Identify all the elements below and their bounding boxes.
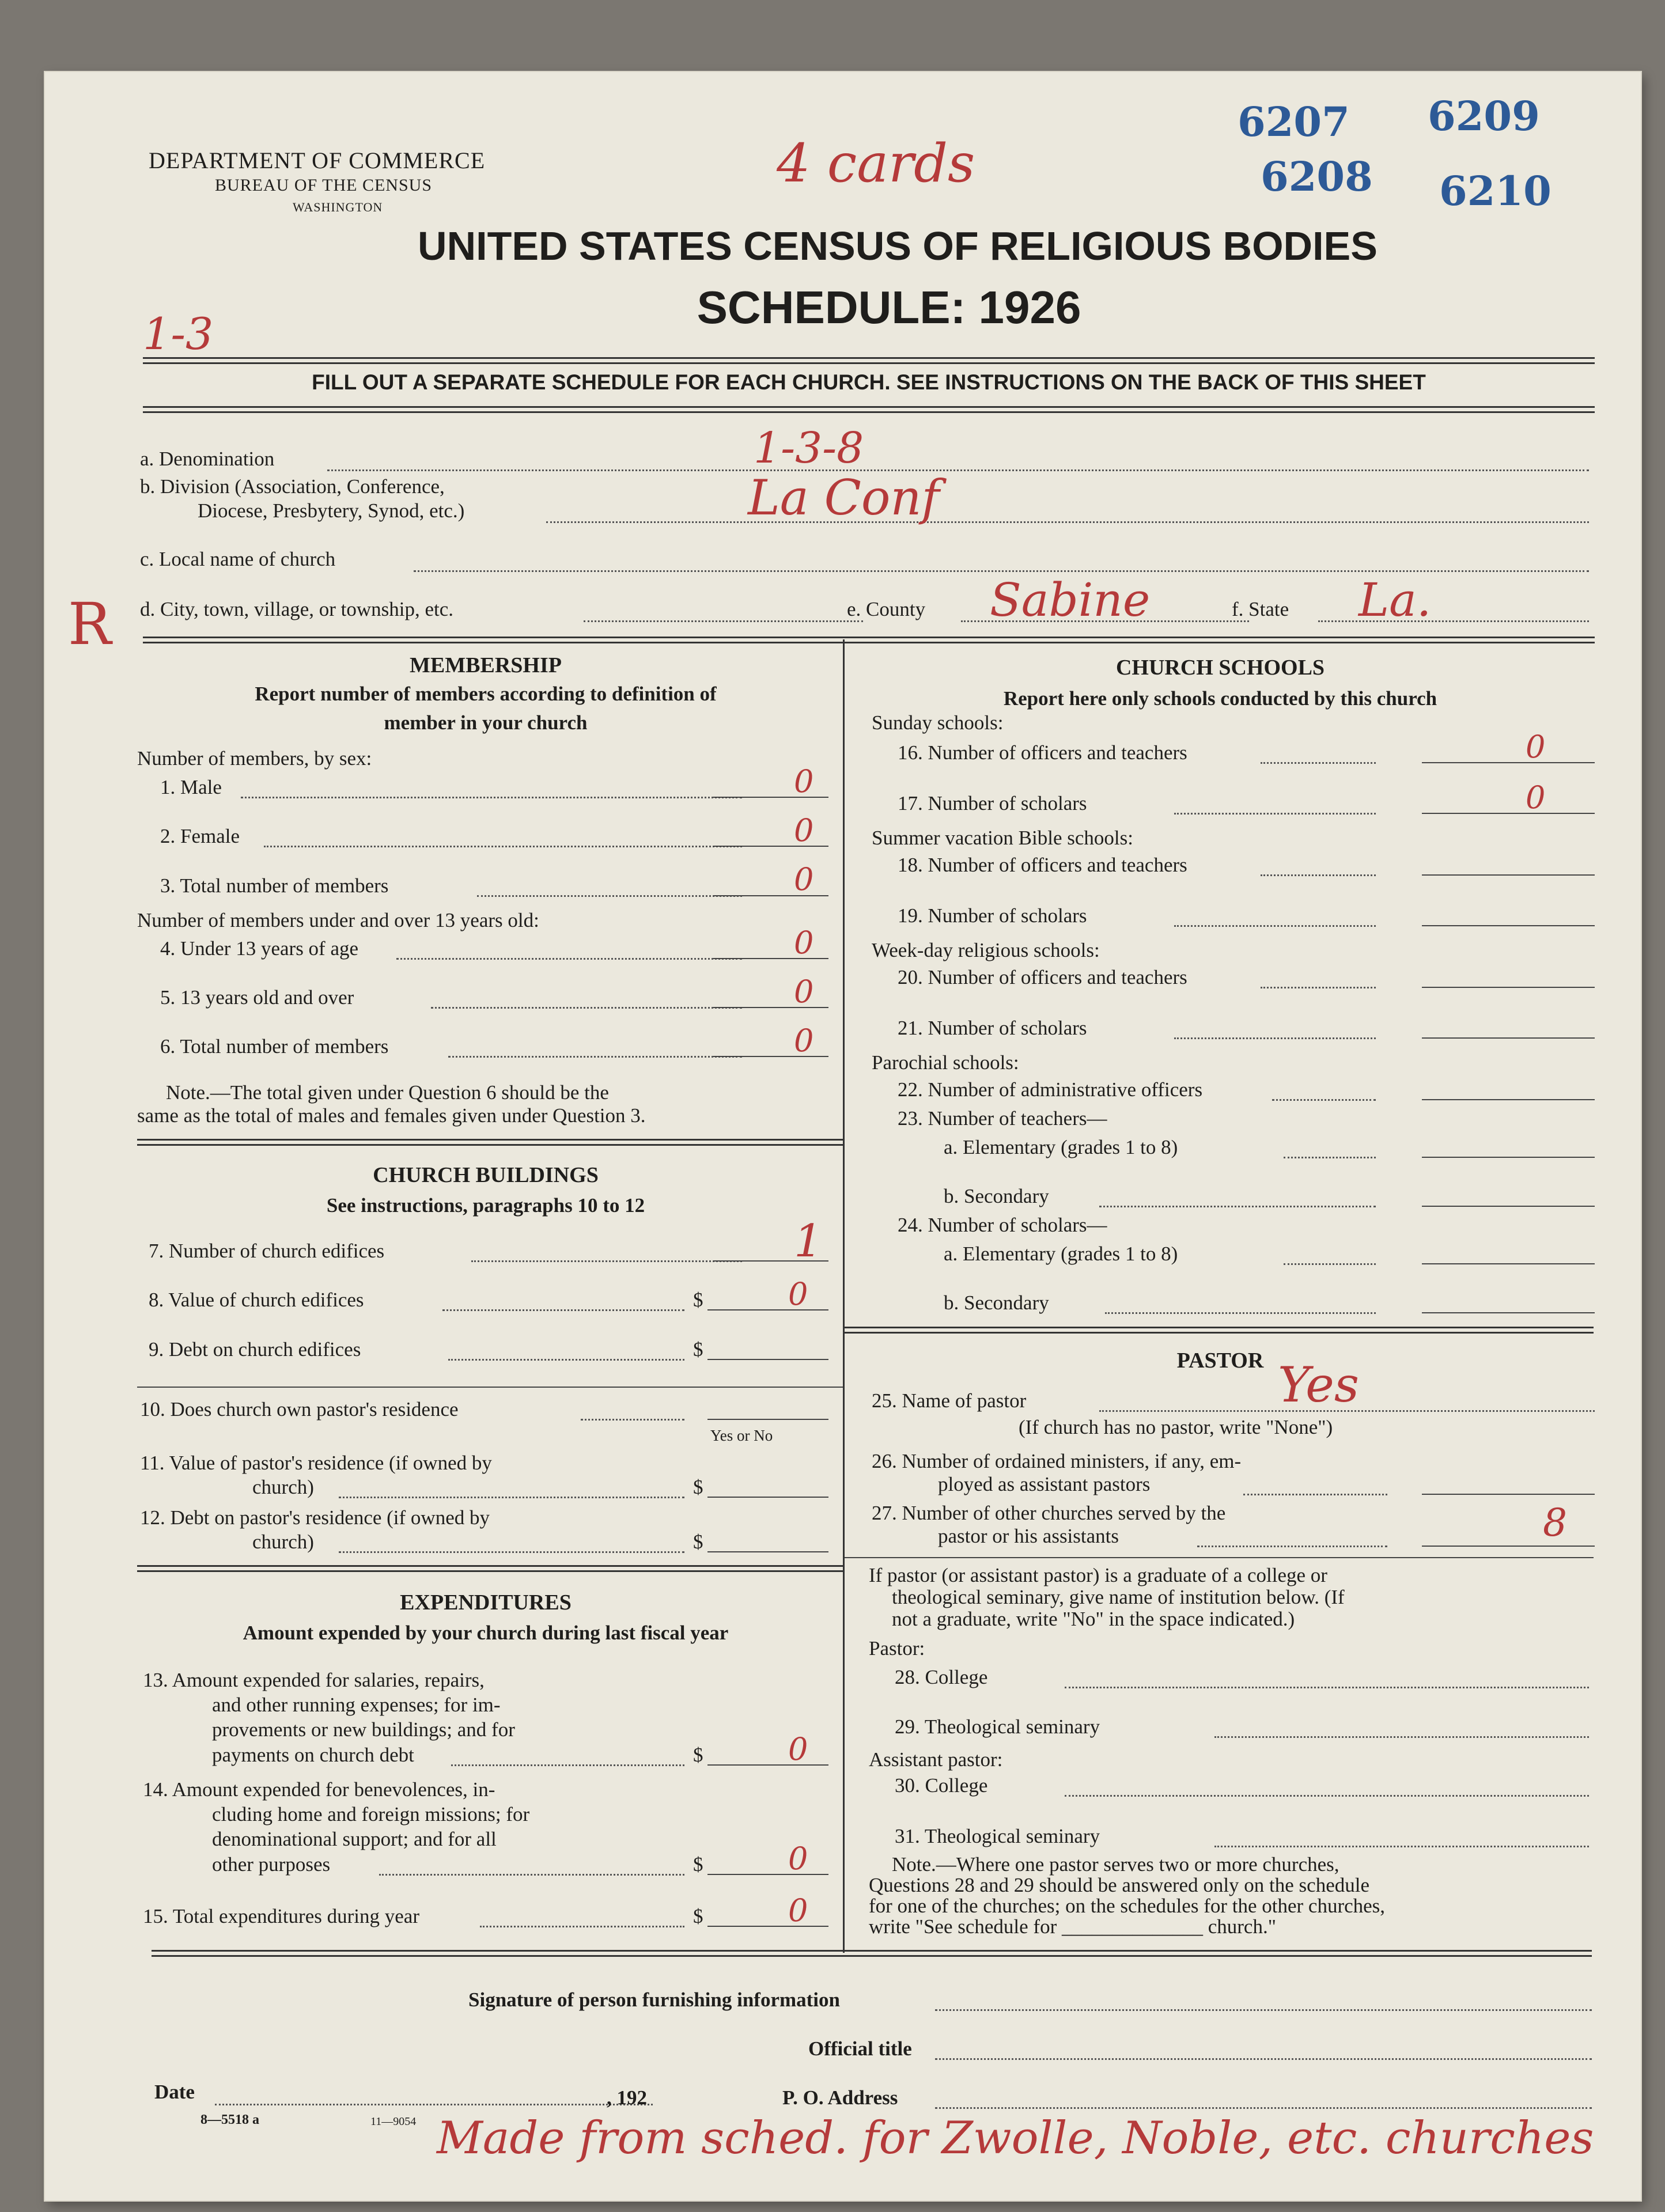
q14-label-3: denominational support; and for all: [212, 1828, 497, 1850]
dots: [241, 797, 742, 798]
q23a-label: a. Elementary (grades 1 to 8): [944, 1136, 1178, 1158]
weekday-label: Week-day religious schools:: [872, 939, 1100, 961]
stamp-6207: 6207: [1238, 98, 1350, 146]
q1-label: 1. Male: [160, 776, 222, 798]
membership-note-1: Note.—The total given under Question 6 should be the: [166, 1081, 609, 1104]
pastor-name-value: Yes: [1278, 1357, 1359, 1413]
dots: [448, 1359, 684, 1361]
denomination-line[interactable]: [327, 469, 1589, 471]
grad-note-1: If pastor (or assistant pastor) is a graduate of a college or: [869, 1564, 1327, 1586]
yes-no-hint: Yes or No: [710, 1427, 773, 1444]
dots: [1261, 762, 1376, 764]
q20-label: 20. Number of officers and teachers: [898, 966, 1187, 988]
q19-label: 19. Number of scholars: [898, 904, 1087, 927]
po-address-label: P. O. Address: [782, 2086, 898, 2109]
denomination-value: 1-3-8: [754, 423, 864, 473]
q28-label: 28. College: [895, 1666, 988, 1688]
code-note: 1-3: [143, 308, 214, 359]
rule: [845, 1327, 1594, 1334]
county-value: Sabine: [990, 573, 1151, 627]
pastor-note-4: write "See schedule for ______________ church.": [869, 1915, 1277, 1938]
q17-label: 17. Number of scholars: [898, 792, 1087, 815]
q24a-label: a. Elementary (grades 1 to 8): [944, 1243, 1178, 1265]
rule: [143, 357, 1595, 364]
q27-answer-line[interactable]: [1422, 1546, 1595, 1547]
division-line[interactable]: [546, 521, 1589, 523]
q29-answer-line[interactable]: [1214, 1736, 1589, 1738]
q25-note: (If church has no pastor, write "None"): [1019, 1416, 1333, 1438]
official-title-line[interactable]: [935, 2058, 1592, 2060]
q28-answer-line[interactable]: [1065, 1687, 1589, 1688]
dots: [448, 1056, 742, 1058]
stamp-6208: 6208: [1261, 153, 1373, 200]
city-label: d. City, town, village, or township, etc.: [140, 598, 454, 620]
division-label-1: b. Division (Association, Conference,: [140, 475, 445, 498]
q8-value: 0: [788, 1276, 808, 1312]
census-schedule-sheet: [45, 72, 1641, 2200]
q5-value: 0: [794, 974, 814, 1010]
q23a-answer-line[interactable]: [1422, 1157, 1595, 1158]
q12-label-1: 12. Debt on pastor's residence (if owned by: [140, 1506, 490, 1529]
dots: [1197, 1546, 1387, 1547]
dots: [471, 1260, 742, 1262]
q20-answer-line[interactable]: [1422, 987, 1595, 988]
dots: [442, 1309, 684, 1311]
dots: [1261, 987, 1376, 988]
dots: [339, 1497, 684, 1498]
dots: [477, 895, 742, 897]
denomination-label: a. Denomination: [140, 448, 275, 470]
q6-value: 0: [794, 1022, 814, 1059]
membership-sub-2: member in your church: [384, 711, 588, 734]
form-number-2: 11—9054: [370, 2115, 417, 2128]
local-name-label: c. Local name of church: [140, 548, 336, 570]
q11-label-1: 11. Value of pastor's residence (if owned by: [140, 1452, 492, 1474]
q14-label-4: other purposes: [212, 1853, 331, 1876]
buildings-sub: See instructions, paragraphs 10 to 12: [326, 1194, 645, 1217]
q9-dollar: $: [693, 1338, 703, 1361]
membership-sub-1: Report number of members according to definition of: [255, 683, 717, 705]
expenditures-heading: EXPENDITURES: [400, 1590, 572, 1615]
q26-label-2: ployed as assistant pastors: [938, 1473, 1151, 1495]
q14-label-1: 14. Amount expended for benevolences, in-: [143, 1778, 495, 1801]
column-divider: [843, 639, 845, 1953]
rule: [143, 406, 1595, 413]
stamp-6209: 6209: [1428, 92, 1540, 140]
by-sex-label: Number of members, by sex:: [137, 747, 372, 770]
q22-answer-line[interactable]: [1422, 1099, 1595, 1100]
q14-dollar: $: [693, 1853, 703, 1876]
q4-value: 0: [794, 925, 814, 961]
q12-dollar: $: [693, 1531, 703, 1553]
form-number-1: 8—5518 a: [200, 2112, 259, 2127]
date-label: Date: [154, 2081, 195, 2103]
q9-answer-line[interactable]: [707, 1359, 828, 1360]
q10-answer-line[interactable]: [707, 1419, 828, 1420]
dots: [379, 1874, 684, 1876]
city-label: WASHINGTON: [293, 200, 383, 214]
q22-label: 22. Number of administrative officers: [898, 1078, 1203, 1101]
signature-line[interactable]: [935, 2009, 1592, 2011]
q13-value: 0: [788, 1731, 808, 1767]
q15-label: 15. Total expenditures during year: [143, 1905, 419, 1927]
date-line[interactable]: [215, 2104, 653, 2105]
rule: [137, 1139, 843, 1146]
q19-answer-line[interactable]: [1422, 925, 1595, 926]
bureau-label: BUREAU OF THE CENSUS: [215, 176, 432, 195]
q15-dollar: $: [693, 1905, 703, 1927]
dots: [1099, 1206, 1376, 1207]
q30-label: 30. College: [895, 1774, 988, 1797]
dots: [1284, 1263, 1376, 1265]
sunday-label: Sunday schools:: [872, 711, 1004, 734]
q23-label: 23. Number of teachers—: [898, 1107, 1107, 1130]
q13-answer-line[interactable]: [707, 1764, 828, 1766]
q27-label-1: 27. Number of other churches served by the: [872, 1502, 1226, 1524]
q15-answer-line[interactable]: [707, 1926, 828, 1927]
official-title-label: Official title: [808, 2037, 912, 2060]
q15-value: 0: [788, 1892, 808, 1929]
dots: [396, 958, 742, 960]
footer-handwritten-note: Made from sched. for Zwolle, Noble, etc. churches: [437, 2112, 1594, 2164]
stamp-6210: 6210: [1439, 167, 1552, 215]
q13-label-2: and other running expenses; for im-: [212, 1694, 501, 1716]
r-mark: R: [68, 590, 112, 658]
expenditures-sub: Amount expended by your church during last fiscal year: [243, 1622, 729, 1644]
q9-label: 9. Debt on church edifices: [149, 1338, 361, 1361]
q7-value: 1: [794, 1215, 823, 1267]
q11-answer-line[interactable]: [707, 1497, 828, 1498]
q27-label-2: pastor or his assistants: [938, 1525, 1119, 1547]
q5-label: 5. 13 years old and over: [160, 986, 354, 1009]
county-label: e. County: [847, 598, 926, 620]
q25-label: 25. Name of pastor: [872, 1389, 1027, 1412]
q14-label-2: cluding home and foreign missions; for: [212, 1803, 530, 1825]
q4-label: 4. Under 13 years of age: [160, 937, 359, 960]
buildings-heading: CHURCH BUILDINGS: [373, 1163, 599, 1187]
rule: [152, 1950, 1592, 1957]
rule: [137, 1565, 843, 1572]
form-title: UNITED STATES CENSUS OF RELIGIOUS BODIES: [418, 224, 1378, 268]
q27-value: 8: [1543, 1501, 1567, 1545]
dots: [1243, 1494, 1387, 1495]
schools-heading: CHURCH SCHOOLS: [1115, 656, 1325, 680]
signature-label: Signature of person furnishing information: [468, 1988, 840, 2011]
rule: [137, 1387, 843, 1388]
rule: [143, 637, 1595, 643]
grad-note-3: not a graduate, write "No" in the space indicated.): [892, 1608, 1295, 1630]
division-value: La Conf: [748, 469, 940, 526]
q30-answer-line[interactable]: [1065, 1795, 1589, 1797]
summer-label: Summer vacation Bible schools:: [872, 827, 1133, 849]
instruction-line: FILL OUT A SEPARATE SCHEDULE FOR EACH CHURCH. SEE INSTRUCTIONS ON THE BACK OF THIS SHEET: [312, 370, 1426, 394]
q2-value: 0: [794, 812, 814, 849]
dots: [1272, 1099, 1376, 1101]
pastor-note-2: Questions 28 and 29 should be answered only on the schedule: [869, 1874, 1370, 1896]
q3-value: 0: [794, 861, 814, 897]
q13-label-3: provements or new buildings; and for: [212, 1718, 515, 1741]
dots: [1105, 1312, 1376, 1314]
q14-answer-line[interactable]: [707, 1874, 828, 1875]
q3-label: 3. Total number of members: [160, 874, 389, 897]
q24b-label: b. Secondary: [944, 1291, 1049, 1314]
q12-answer-line[interactable]: [707, 1551, 828, 1552]
q14-value: 0: [788, 1840, 808, 1877]
q16-value: 0: [1526, 729, 1546, 765]
cards-note: 4 cards: [777, 132, 975, 194]
q12-label-2: church): [252, 1531, 314, 1553]
q17-answer-line[interactable]: [1422, 813, 1595, 814]
state-label: f. State: [1232, 598, 1289, 620]
q29-label: 29. Theological seminary: [895, 1715, 1100, 1738]
q10-label: 10. Does church own pastor's residence: [140, 1398, 459, 1421]
q1-value: 0: [794, 763, 814, 800]
dots: [581, 1419, 684, 1421]
po-address-line[interactable]: [935, 2107, 1592, 2109]
dots: [1284, 1157, 1376, 1158]
year-label: , 192: [607, 2086, 647, 2109]
q23b-answer-line[interactable]: [1422, 1206, 1595, 1207]
grad-note-2: theological seminary, give name of institution below. (If: [892, 1586, 1345, 1608]
q26-label-1: 26. Number of ordained ministers, if any, em-: [872, 1450, 1242, 1472]
q17-value: 0: [1526, 779, 1546, 816]
q24a-answer-line[interactable]: [1422, 1263, 1595, 1264]
pastor-sub-label: Pastor:: [869, 1637, 925, 1660]
pastor-note-3: for one of the churches; on the schedules for the other churches,: [869, 1895, 1386, 1917]
membership-heading: MEMBERSHIP: [410, 653, 562, 677]
schedule-title: SCHEDULE: 1926: [697, 282, 1081, 333]
dots: [451, 1764, 684, 1766]
schools-sub: Report here only schools conducted by this church: [1003, 687, 1437, 710]
q2-label: 2. Female: [160, 825, 240, 847]
q13-dollar: $: [693, 1744, 703, 1766]
q21-label: 21. Number of scholars: [898, 1017, 1087, 1039]
by-age-label: Number of members under and over 13 years old:: [137, 909, 539, 931]
dots: [1261, 874, 1376, 876]
q21-answer-line[interactable]: [1422, 1037, 1595, 1039]
q11-dollar: $: [693, 1476, 703, 1498]
dots: [264, 846, 742, 847]
rule: [845, 1557, 1594, 1558]
parochial-label: Parochial schools:: [872, 1051, 1019, 1074]
q23b-label: b. Secondary: [944, 1185, 1049, 1207]
dots: [431, 1007, 742, 1009]
q16-answer-line[interactable]: [1422, 762, 1595, 763]
q8-answer-line[interactable]: [707, 1309, 828, 1310]
pastor-note-1: Note.—Where one pastor serves two or more churches,: [892, 1853, 1339, 1876]
state-value: La.: [1359, 573, 1432, 627]
pastor-heading: PASTOR: [1176, 1349, 1264, 1373]
dots: [1174, 925, 1376, 927]
dots: [339, 1551, 684, 1553]
q11-label-2: church): [252, 1476, 314, 1498]
q31-label: 31. Theological seminary: [895, 1825, 1100, 1847]
dots: [480, 1926, 684, 1927]
q24b-answer-line[interactable]: [1422, 1312, 1595, 1313]
q13-label-1: 13. Amount expended for salaries, repairs,: [143, 1669, 485, 1691]
q24-label: 24. Number of scholars—: [898, 1214, 1107, 1236]
dots: [1174, 1037, 1376, 1039]
q7-label: 7. Number of church edifices: [149, 1240, 385, 1262]
q26-answer-line[interactable]: [1422, 1494, 1595, 1495]
assistant-sub-label: Assistant pastor:: [869, 1748, 1003, 1771]
division-label-2: Diocese, Presbytery, Synod, etc.): [198, 499, 465, 522]
q18-label: 18. Number of officers and teachers: [898, 854, 1187, 876]
dots: [1174, 813, 1376, 815]
local-name-line[interactable]: [414, 570, 1589, 572]
q16-label: 16. Number of officers and teachers: [898, 741, 1187, 764]
q18-answer-line[interactable]: [1422, 874, 1595, 876]
membership-note-2: same as the total of males and females given under Question 3.: [137, 1104, 646, 1127]
q8-label: 8. Value of church edifices: [149, 1289, 364, 1311]
q13-label-4: payments on church debt: [212, 1744, 414, 1766]
city-line[interactable]: [584, 620, 863, 622]
department-label: DEPARTMENT OF COMMERCE: [149, 147, 486, 173]
q6-label: 6. Total number of members: [160, 1035, 389, 1058]
q8-dollar: $: [693, 1289, 703, 1311]
q31-answer-line[interactable]: [1214, 1846, 1589, 1847]
